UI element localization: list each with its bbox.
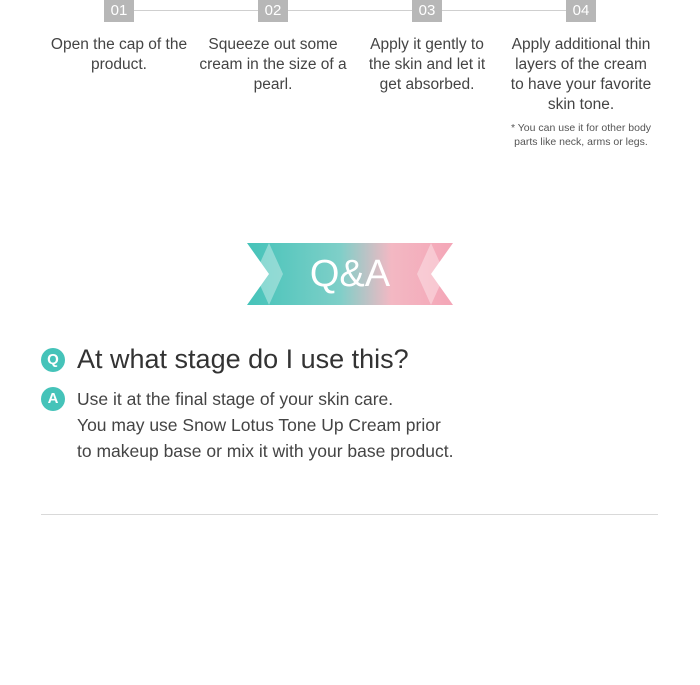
- answer-line: You may use Snow Lotus Tone Up Cream prior: [77, 415, 441, 435]
- step-3: [352, 0, 502, 95]
- qa-title: Q&A: [309, 253, 391, 295]
- divider: [41, 514, 658, 515]
- step-number: 04: [566, 0, 596, 22]
- answer-text: [77, 386, 453, 464]
- question-text: At what stage do I use this?: [77, 344, 409, 374]
- q-badge: Q: [41, 348, 65, 372]
- answer-row: [41, 386, 453, 464]
- step-note: * You can use it for other body parts like neck, arms or legs.: [510, 122, 652, 148]
- step-1: [44, 0, 194, 75]
- step-text: Apply additional thin layers of the cream to have your favorite skin tone.: [510, 36, 652, 113]
- step-text: Squeeze out some cream in the size of a pearl.: [199, 36, 347, 93]
- step-number: 02: [258, 0, 288, 22]
- step-4: [506, 0, 656, 149]
- step-number: 01: [104, 0, 134, 22]
- answer-line: Use it at the final stage of your skin care.: [77, 389, 394, 409]
- step-text: Open the cap of the product.: [50, 36, 188, 73]
- step-2: [198, 0, 348, 95]
- answer-line: to makeup base or mix it with your base product.: [77, 441, 454, 461]
- step-number: 03: [412, 0, 442, 22]
- step-text: Apply it gently to the skin and let it get absorbed.: [368, 36, 486, 93]
- qa-banner: [247, 243, 453, 305]
- question-row: [41, 344, 409, 375]
- a-badge: A: [41, 387, 65, 411]
